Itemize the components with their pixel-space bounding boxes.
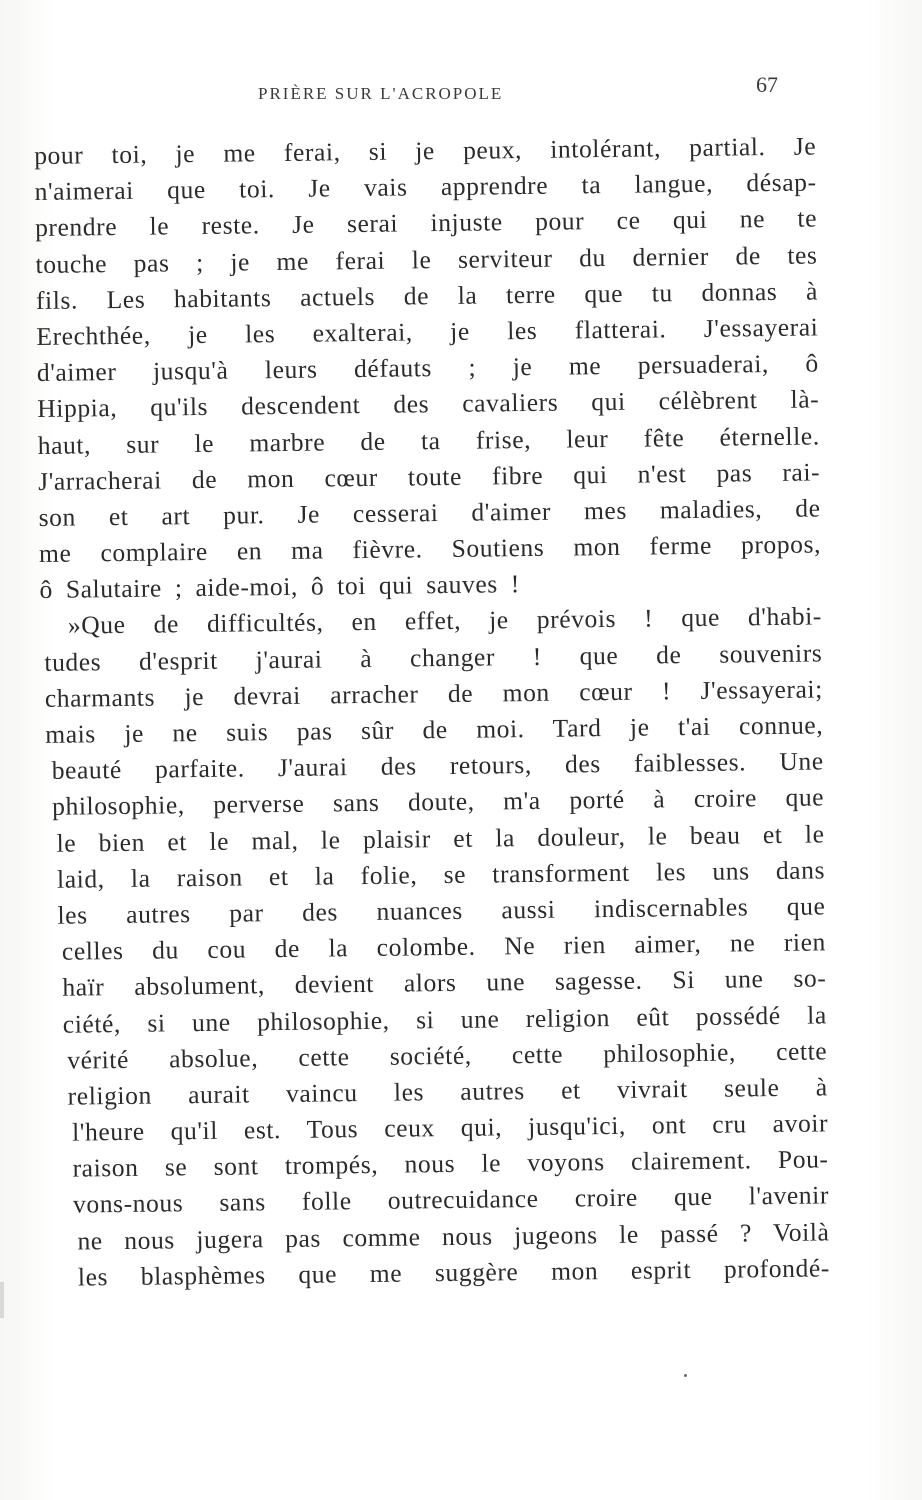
- text-line: touche pas ; je me ferai le serviteur du dernier de tes: [35, 240, 818, 279]
- print-speck: [684, 1374, 687, 1377]
- text-line: prendre le reste. Je serai injuste pour ce qui ne te: [34, 203, 818, 243]
- text-line: les autres par des nuances aussi indiscernables que: [57, 891, 826, 930]
- scan-edge-mark: [0, 1282, 4, 1318]
- text-line: vérité absolue, cette société, cette philosophie, cette: [67, 1036, 828, 1075]
- text-line: d'aimer jusqu'à leurs défauts ; je me persuaderai, ô: [36, 348, 819, 388]
- text-line: philosophie, perverse sans doute, m'a porté à croire que: [51, 782, 825, 822]
- text-line: l'heure qu'il est. Tous ceux qui, jusqu'ici, ont cru avoir: [71, 1108, 829, 1147]
- text-line: haut, sur le marbre de ta frise, leur fête éternelle.: [37, 420, 820, 460]
- text-line: fils. Les habitants actuels de la terre que tu donnas à: [35, 276, 819, 315]
- text-line: haïr absolument, devient alors une sagesse. Si une so-: [62, 963, 827, 1003]
- text-line: ne nous jugera pas comme nous jugeons le passé ? Voilà: [77, 1216, 830, 1256]
- text-line: mais je ne suis pas sûr de moi. Tard je t'ai connue,: [45, 710, 824, 749]
- text-line: »Que de difficultés, en effet, je prévois ! que d'habi-: [67, 601, 823, 641]
- text-line: charmants je devrai arracher de mon cœur ! J'essayerai;: [44, 674, 823, 713]
- running-title: PRIÈRE SUR L'ACROPOLE: [258, 84, 504, 103]
- text-line: Hippia, qu'ils descendent des cavaliers qui célèbrent là-: [37, 384, 820, 424]
- text-line: religion aurait vaincu les autres et vivrait seule à: [67, 1072, 828, 1111]
- text-line: laid, la raison et la folie, se transforment les uns dans: [56, 855, 826, 894]
- page-number: 67: [756, 72, 778, 97]
- text-line: n'aimerai que toi. Je vais apprendre ta langue, désap-: [34, 167, 817, 207]
- text-line: le bien et le mal, le plaisir et la douleur, le beau et le: [56, 818, 825, 858]
- text-line: les blasphèmes que me suggère mon esprit profondé-: [77, 1253, 831, 1292]
- text-line: me complaire en ma fièvre. Soutiens mon ferme propos,: [38, 529, 822, 569]
- text-line: pour toi, je me ferai, si je peux, intolérant, partial. Je: [34, 131, 817, 170]
- text-line: tudes d'esprit j'aurai à changer ! que de souvenirs: [44, 638, 823, 677]
- text-line: raison se sont trompés, nous le voyons clairement. Pou-: [72, 1144, 829, 1183]
- body-text: [34, 128, 830, 1295]
- text-line: ô Salutaire ; aide-moi, ô toi qui sauves !: [39, 569, 521, 605]
- text-line: Erechthée, je les exalterai, je les flatterai. J'essayerai: [36, 312, 819, 351]
- text-line: J'arracherai de mon cœur toute fibre qui n'est pas rai-: [38, 457, 821, 496]
- text-line: ciété, si une philosophie, si une religion eût possédé la: [62, 999, 827, 1039]
- text-line: beauté parfaite. J'aurai des retours, des faiblesses. Une: [51, 746, 824, 786]
- text-line: son et art pur. Je cesserai d'aimer mes maladies, de: [38, 493, 821, 532]
- text-line: vons-nous sans folle outrecuidance croire que l'avenir: [72, 1180, 830, 1220]
- text-line: celles du cou de la colombe. Ne rien aimer, ne rien: [61, 927, 827, 966]
